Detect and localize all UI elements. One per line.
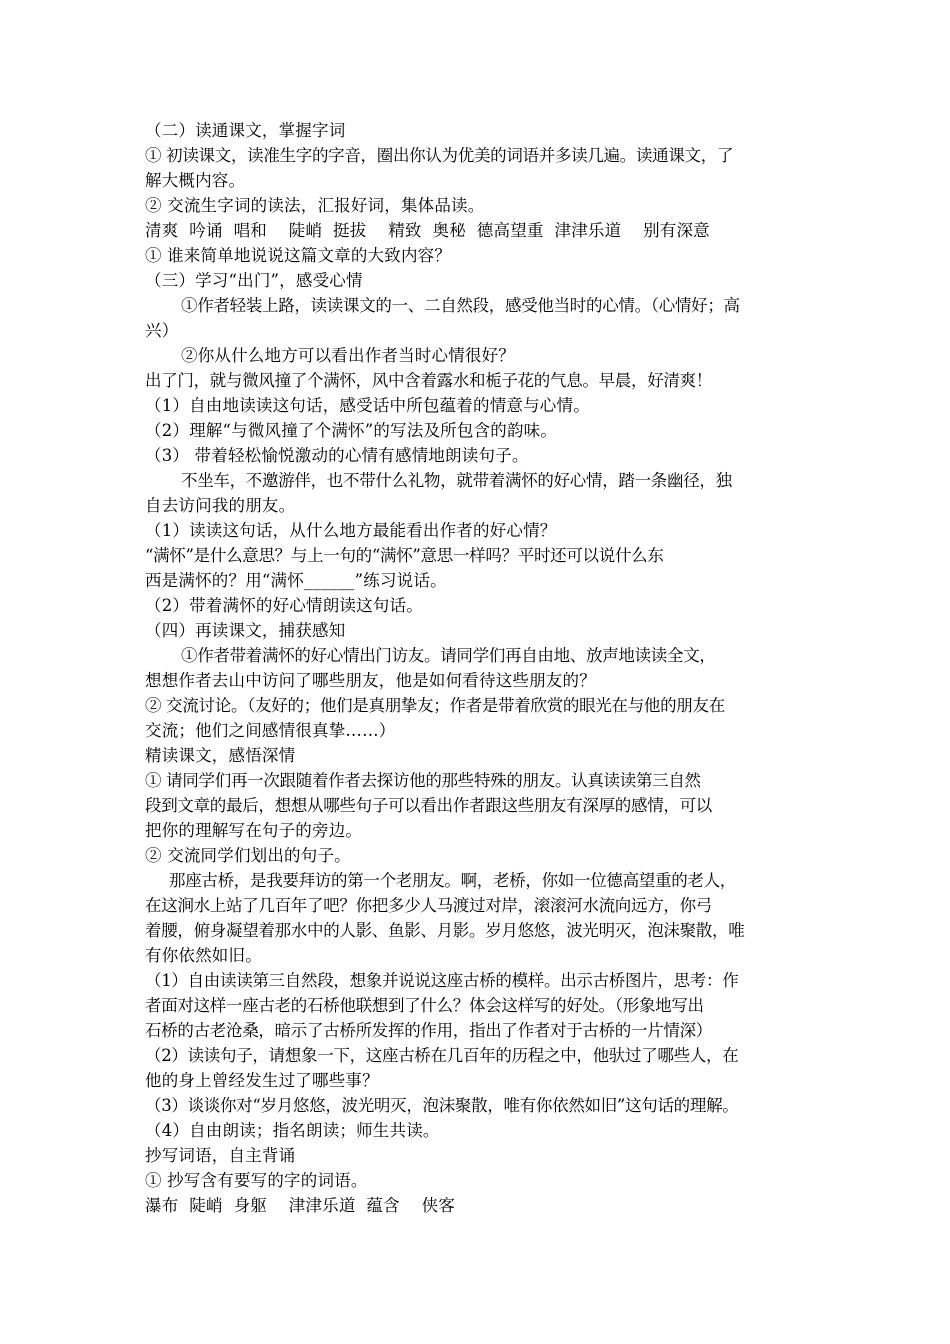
section-heading-3: （三）学习“出门”，感受心情 (145, 271, 363, 290)
paragraph-line: （3） 带着轻松愉悦激动的心情有感情地朗读句子。 (145, 446, 529, 465)
document-body (145, 118, 825, 1218)
section-heading-2: （二）读通课文，掌握字词 (145, 121, 346, 140)
paragraph-line: 交流；他们之间感情很真挚……） (145, 721, 396, 740)
paragraph-line: ② 交流同学们划出的句子。 (145, 846, 351, 865)
paragraph-line: 他的身上曾经发生过了哪些事？ (145, 1071, 379, 1090)
paragraph-line: （1）自由读读第三自然段，想象并说说这座古桥的模样。出示古桥图片，思考：作 (145, 971, 739, 990)
paragraph-line: 者面对这样一座古老的石桥他联想到了什么？体会这样写的好处。（形象地写出 (145, 996, 704, 1015)
paragraph-line: ② 交流讨论。（友好的；他们是真朋挚友；作者是带着欣赏的眼光在与他的朋友在 (145, 696, 725, 715)
section-heading: 精读课文，感悟深情 (145, 746, 296, 765)
paragraph-line: （1）自由地读读这句话，感受话中所包蕴着的情意与心情。 (145, 396, 590, 415)
paragraph-line: ① 谁来简单地说说这篇文章的大致内容？ (145, 246, 452, 265)
paragraph-line: （2）理解“与微风撞了个满怀”的写法及所包含的韵味。 (145, 421, 558, 440)
paragraph-line: （4）自由朗读；指名朗读；师生共读。 (145, 1121, 440, 1140)
paragraph-line: 把你的理解写在句子的旁边。 (145, 821, 363, 840)
quoted-sentence: 自去访问我的朋友。 (145, 496, 296, 515)
paragraph-line: 想想作者去山中访问了哪些朋友，他是如何看待这些朋友的？ (145, 671, 596, 690)
paragraph-line: ②你从什么地方可以看出作者当时心情很好？ (181, 346, 515, 365)
paragraph-line: 解大概内容。 (145, 171, 246, 190)
paragraph-line: 石桥的古老沧桑，暗示了古桥所发挥的作用，指出了作者对于古桥的一片情深） (145, 1021, 713, 1040)
paragraph-line: 兴） (145, 321, 179, 340)
paragraph-line: ①作者带着满怀的好心情出门访友。请同学们再自由地、放声地读读全文， (181, 646, 716, 665)
paragraph-line: 段到文章的最后，想想从哪些句子可以看出作者跟这些朋友有深厚的感情，可以 (145, 796, 713, 815)
quoted-passage: 在这涧水上站了几百年了吧？你把多少人马渡过对岸，滚滚河水流向远方，你弓 (145, 896, 713, 915)
paragraph-line: ① 请同学们再一次跟随着作者去探访他的那些特殊的朋友。认真读读第三自然 (145, 771, 701, 790)
quoted-passage: 那座古桥，是我要拜访的第一个老朋友。啊，老桥，你如一位德高望重的老人， (169, 871, 737, 890)
quoted-sentence: 不坐车，不邀游伴，也不带什么礼物，就带着满怀的好心情，踏一条幽径，独 (181, 471, 732, 490)
paragraph-line: （2）带着满怀的好心情朗读这句话。 (145, 596, 423, 615)
quoted-sentence: 出了门，就与微风撞了个满怀，风中含着露水和栀子花的气息。早晨，好清爽！ (145, 371, 713, 390)
quoted-passage: 有你依然如旧。 (145, 946, 262, 965)
paragraph-line: （1）读读这句话，从什么地方最能看出作者的好心情？ (145, 521, 557, 540)
paragraph-line: （2）读读句子，请想象一下，这座古桥在几百年的历程之中，他驮过了哪些人，在 (145, 1046, 739, 1065)
paragraph-line: （3）谈谈你对“岁月悠悠，波光明灭，泡沫聚散，唯有你依然如旧”这句话的理解。 (145, 1096, 739, 1115)
quoted-passage: 着腰，俯身凝望着那水中的人影、鱼影、月影。岁月悠悠，波光明灭，泡沫聚散，唯 (145, 921, 745, 940)
paragraph-line: “满怀”是什么意思？与上一句的“满怀”意思一样吗？平时还可以说什么东 (145, 546, 664, 565)
paragraph-line: ① 初读课文，读准生字的字音，圈出你认为优美的词语并多读几遍。读通课文，了 (145, 146, 734, 165)
paragraph-line: ② 交流生字词的读法，汇报好词，集体品读。 (145, 196, 485, 215)
paragraph-line: ①作者轻装上路，读读课文的一、二自然段，感受他当时的心情。（心情好；高 (181, 296, 740, 315)
vocabulary-list: 瀑布 陡峭 身躯 津津乐道 蕴含 侠客 (145, 1196, 456, 1215)
vocabulary-list: 清爽 吟诵 唱和 陡峭 挺拔 精致 奥秘 德高望重 津津乐道 别有深意 (145, 221, 710, 240)
section-heading: 抄写词语，自主背诵 (145, 1146, 296, 1165)
section-heading-4: （四）再读课文，捕获感知 (145, 621, 346, 640)
paragraph-line: ① 抄写含有要写的字的词语。 (145, 1171, 368, 1190)
paragraph-line: 西是满怀的？用“满怀______”练习说话。 (145, 571, 447, 590)
